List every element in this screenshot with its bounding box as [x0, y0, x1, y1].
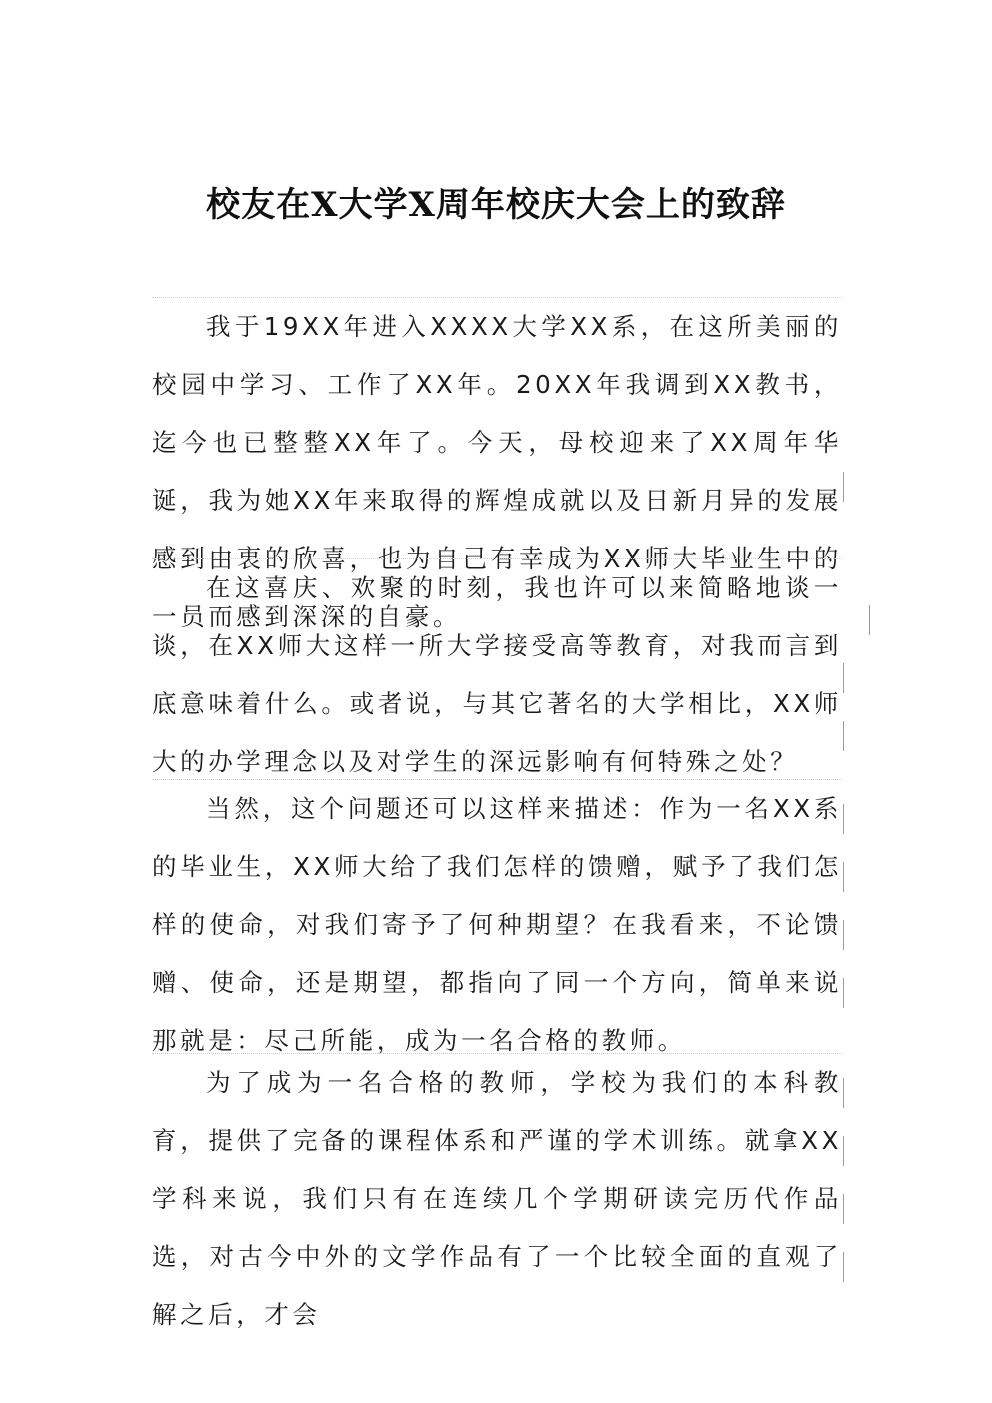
document-title: 校友在X大学X周年校庆大会上的致辞: [206, 184, 786, 225]
margin-mark: [843, 721, 844, 751]
margin-mark: [843, 1078, 844, 1108]
paragraph-text: 为了成为一名合格的教师，学校为我们的本科教育，提供了完备的课程体系和严谨的学术训练。就拿XX学科来说，我们只有在连续几个学期研读完历代作品选，对古今中外的文学作品有了一个比较全面的直观了解之后，才会: [152, 1068, 842, 1329]
margin-mark: [843, 663, 844, 693]
paragraph-1: [152, 297, 842, 631]
paragraph-text: 我于19XX年进入XXXX大学XX系，在这所美丽的校园中学习、工作了XX年。20XX年我调到XX教书，迄今也已整整XX年了。今天，母校迎来了XX周年华诞，我为她XX年来取得的辉煌成就以及日新月异的发展感到由衷的欣喜，也为自己有幸成为XX师大毕业生中的一员而感到深深的自豪。: [152, 312, 842, 631]
paragraph-2: [152, 558, 842, 779]
margin-mark: [843, 1136, 844, 1166]
margin-mark: [843, 862, 844, 892]
margin-mark: [843, 804, 844, 834]
paragraph-4: [152, 1053, 842, 1329]
margin-mark: [843, 920, 844, 950]
document-body: [152, 297, 842, 1329]
paragraph-text: 在这喜庆、欢聚的时刻，我也许可以来简略地谈一谈，在XX师大这样一所大学接受高等教育，对我而言到底意味着什么。或者说，与其它著名的大学相比，XX师大的办学理念以及对学生的深远影响有何特殊之处？: [152, 573, 842, 776]
margin-mark: [843, 978, 844, 1008]
margin-mark: [843, 1252, 844, 1282]
paragraph-text: 当然，这个问题还可以这样来描述：作为一名XX系的毕业生，XX师大给了我们怎样的馈赠，赋予了我们怎样的使命，对我们寄予了何种期望？在我看来，不论馈赠、使命，还是期望，都指向了同一个方向，简单来说那就是：尽己所能，成为一名合格的教师。: [152, 794, 842, 1055]
paragraph-3: [152, 779, 842, 1053]
margin-mark: [869, 605, 870, 635]
margin-mark: [843, 1194, 844, 1224]
margin-mark: [843, 472, 844, 502]
